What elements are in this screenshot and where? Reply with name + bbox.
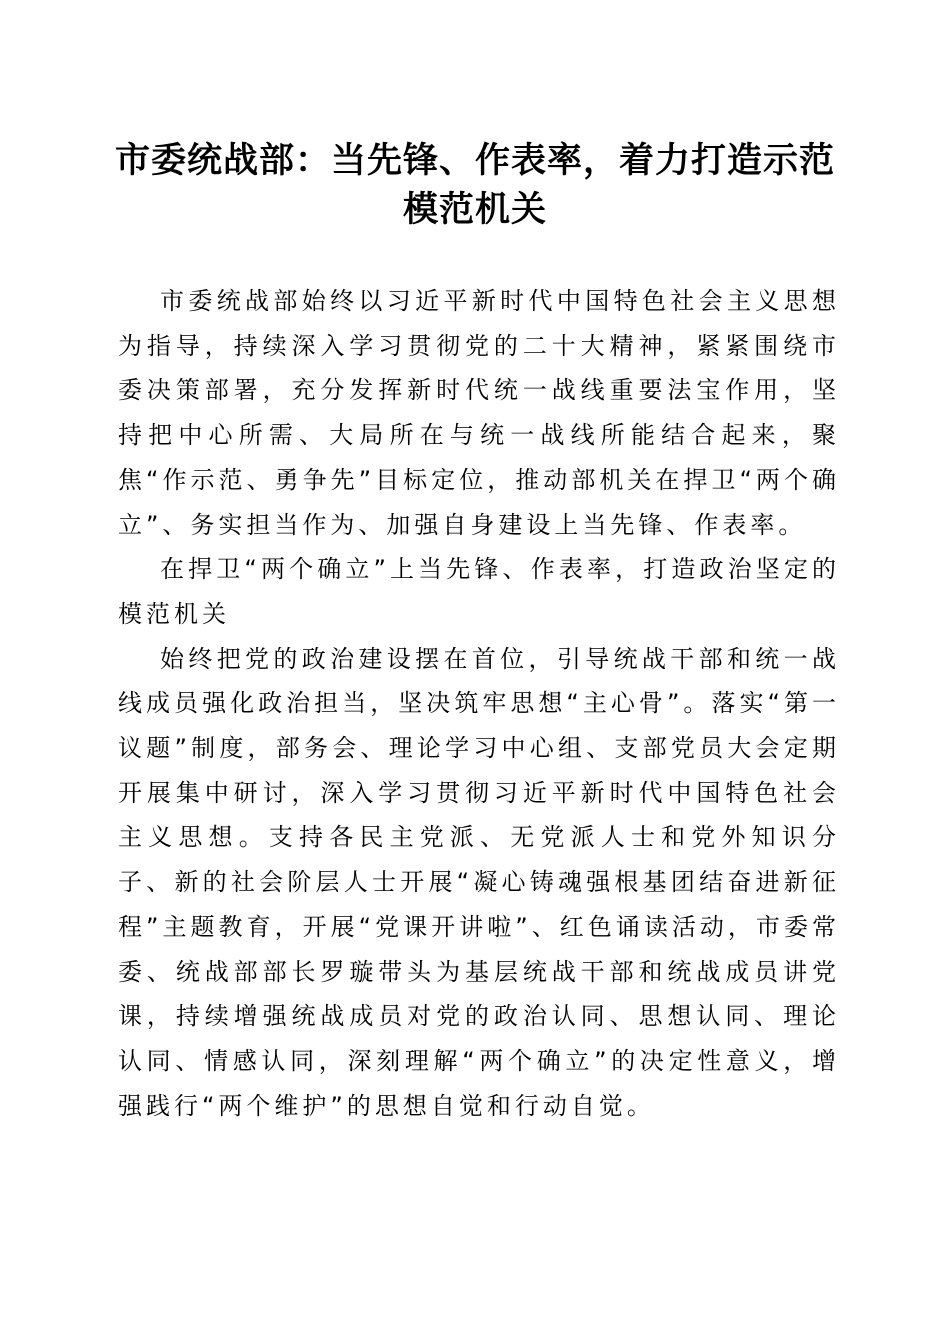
paragraph-section-heading: 在捍卫“两个确立”上当先锋、作表率，打造政治坚定的模范机关 xyxy=(118,555,840,628)
document-title: 市委统战部：当先锋、作表率，着力打造示范模范机关 xyxy=(114,140,835,230)
paragraph-intro: 市委统战部始终以习近平新时代中国特色社会主义思想为指导，持续深入学习贯彻党的二十大精神，紧紧围绕市委决策部署，充分发挥新时代统一战线重要法宝作用，坚持把中心所需、大局所在与统一战线所能结合起来，聚焦“作示范、勇争先”目标定位，推动部机关在捍卫“两个确立”、务实担当作为、加强自身建设上当先锋、作表率。 xyxy=(118,287,840,539)
document-body xyxy=(118,279,840,1128)
paragraph-political-building: 始终把党的政治建设摆在首位，引导统战干部和统一战线成员强化政治担当，坚决筑牢思想“主心骨”。落实“第一议题”制度，部务会、理论学习中心组、支部党员大会定期开展集中研讨，深入学习贯彻习近平新时代中国特色社会主义思想。支持各民主党派、无党派人士和党外知识分子、新的社会阶层人士开展“凝心铸魂强根基团结奋进新征程”主题教育，开展“党课开讲啦”、红色诵读活动，市委常委、统战部部长罗璇带头为基层统战干部和统战成员讲党课，持续增强统战成员对党的政治认同、思想认同、理论认同、情感认同，深刻理解“两个确立”的决定性意义，增强践行“两个维护”的思想自觉和行动自觉。 xyxy=(118,644,840,1120)
